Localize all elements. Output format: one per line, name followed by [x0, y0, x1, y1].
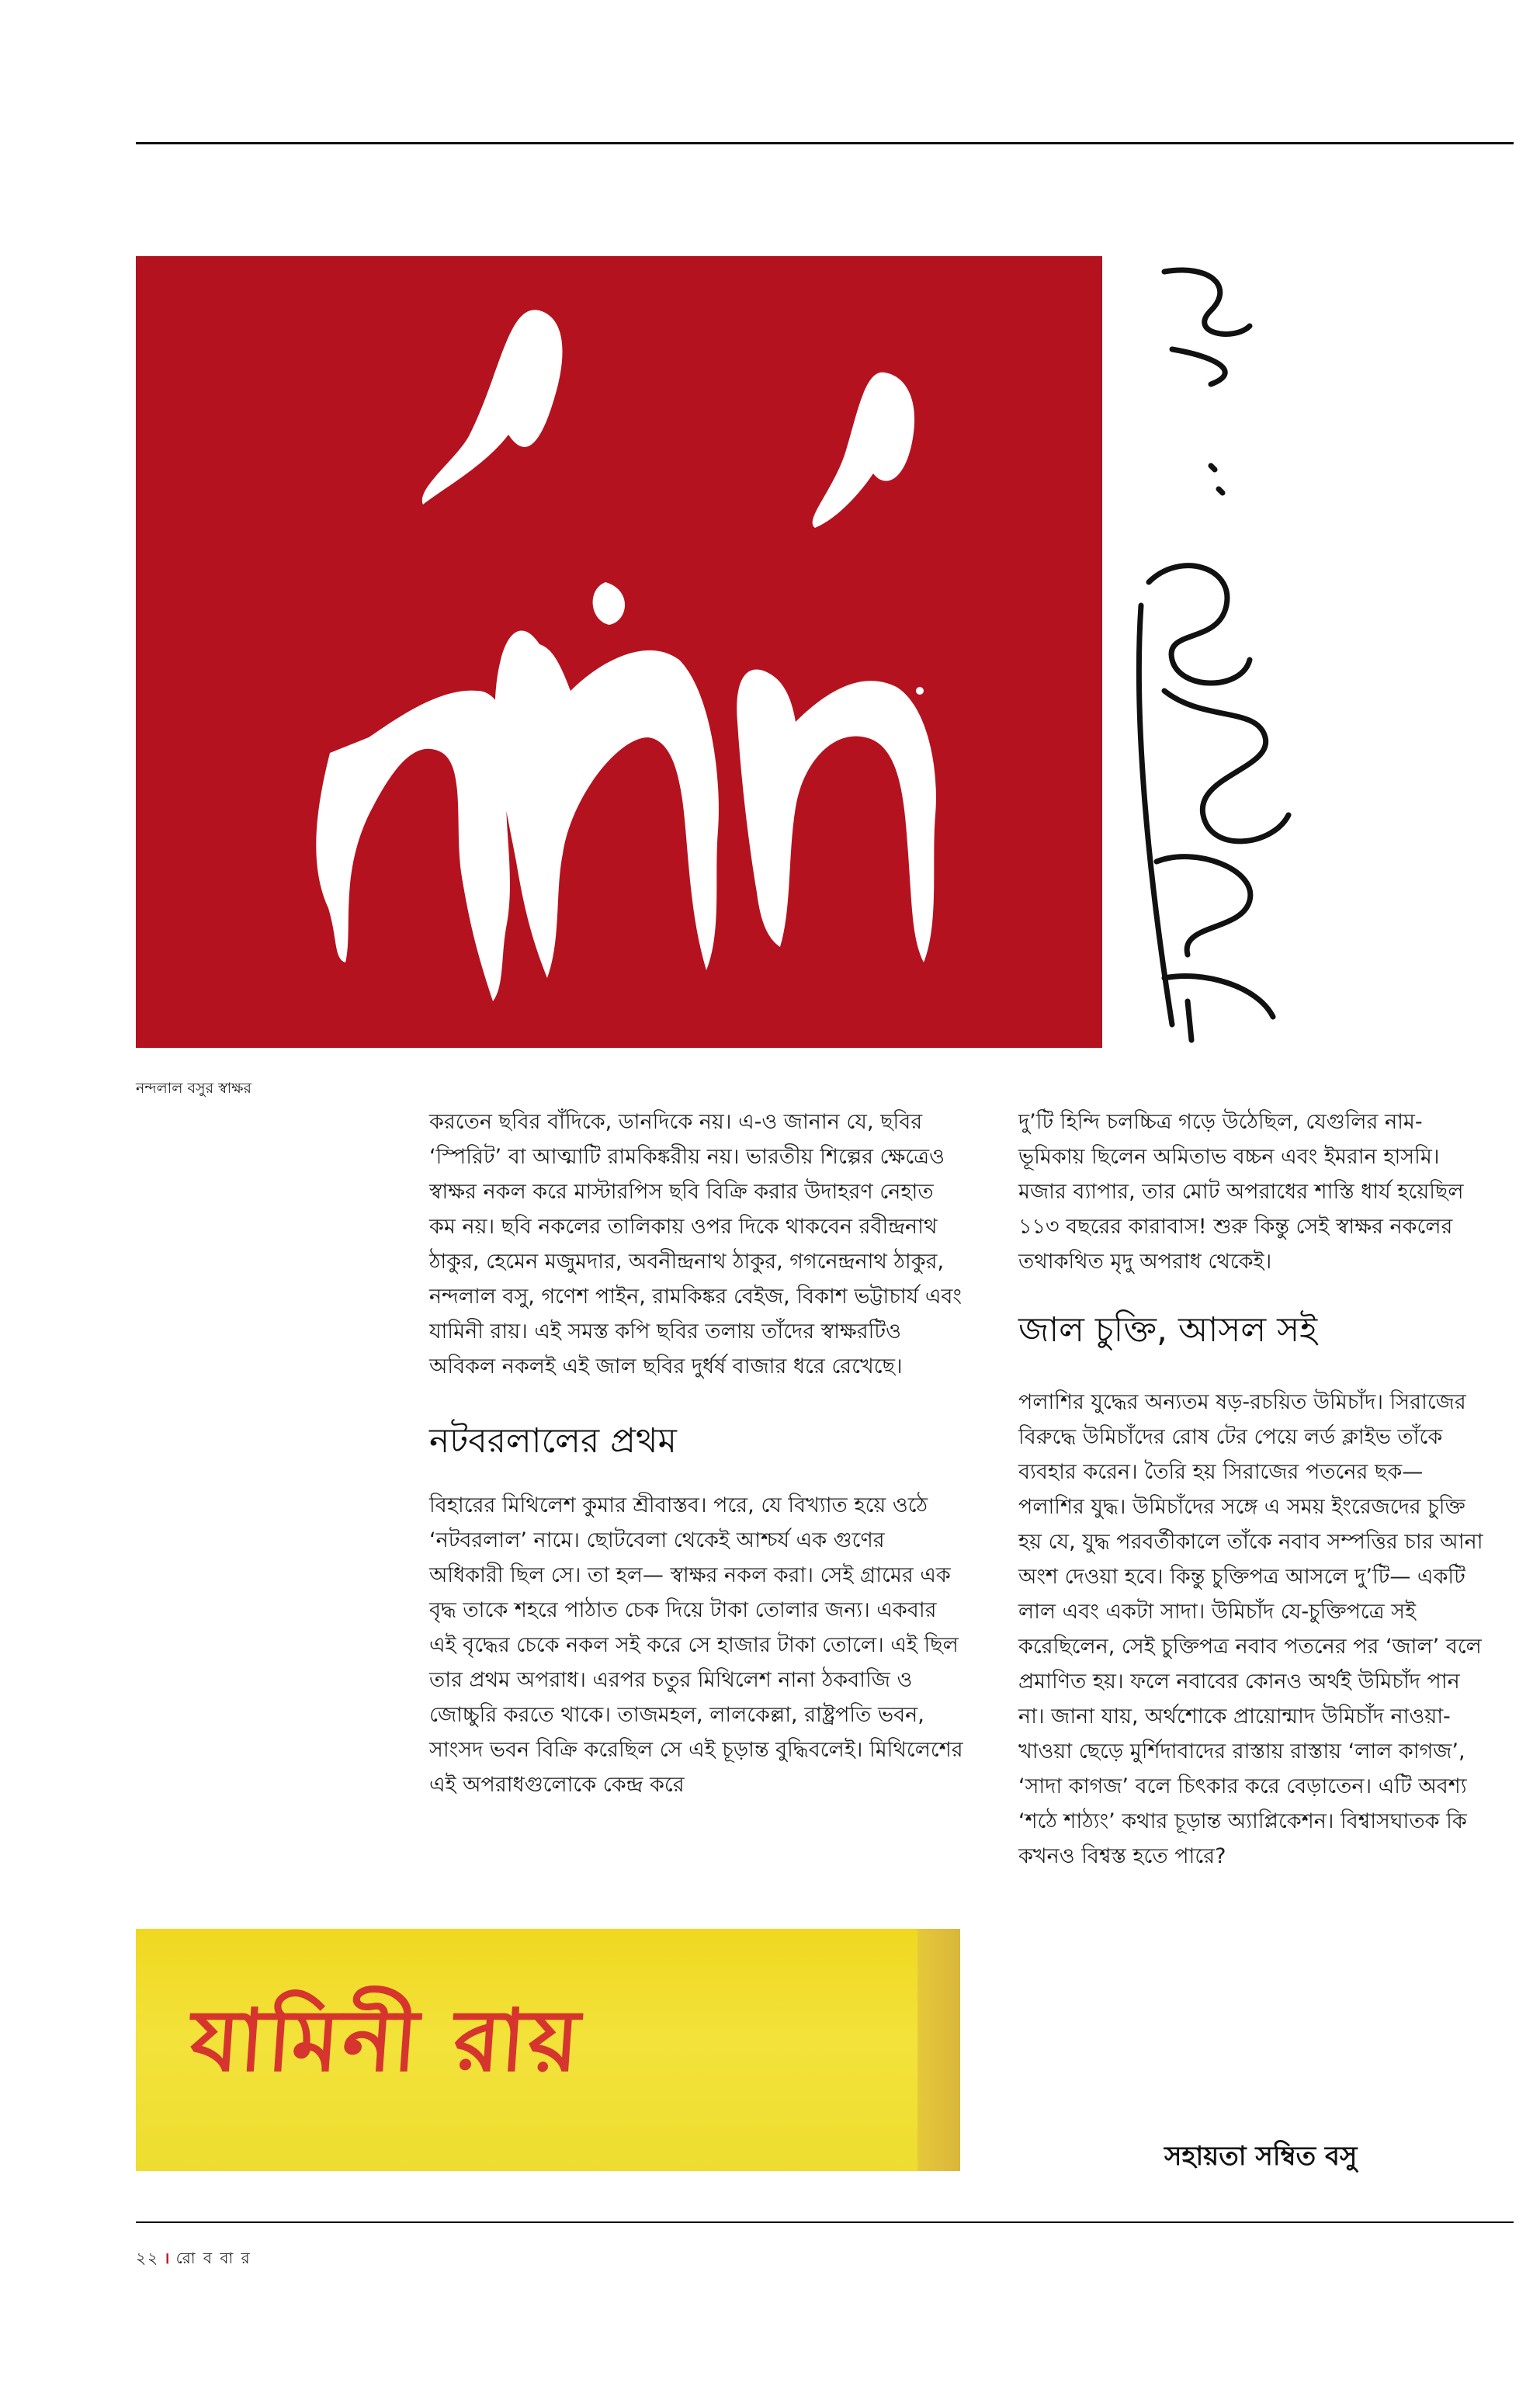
top-rule: [136, 142, 1514, 144]
page-footer: [136, 2247, 251, 2273]
article-column-1: [429, 1105, 965, 1802]
article-column-2: [1018, 1105, 1484, 1874]
column-2-intro-paragraph: দু’টি হিন্দি চলচ্চিত্র গড়ে উঠেছিল, যেগুলির নাম-ভূমিকায় ছিলেন অমিতাভ বচ্চন এবং ইমরান হাসমি। মজার ব্যাপার, তার মোট অপরাধের শাস্তি ধার্য হয়েছিল ১১৩ বছরের কারাবাস! শুরু কিন্তু সেই স্বাক্ষর নকলের তথাকথিত মৃদু অপরাধ থেকেই।: [1018, 1110, 1464, 1274]
heading-fake-contract: জাল চুক্তি, আসল সই: [1018, 1310, 1318, 1350]
brush-signature-graphic: [136, 256, 1102, 1048]
page-number: ২২: [136, 2249, 160, 2267]
bottom-rule: [136, 2221, 1514, 2223]
signature-artwork-red: [136, 256, 1102, 1048]
signature-artwork-yellow: [136, 1929, 960, 2171]
yellow-signature-text: যামিনী রায়: [187, 1990, 586, 2090]
footer-separator: ।: [164, 2249, 172, 2267]
handwritten-signature-vertical: [1118, 256, 1343, 1056]
column-2-body-paragraph: পলাশির যুদ্ধের অন্যতম ষড়-রচয়িত উমিচাঁদ। সিরাজের বিরুদ্ধে উমিচাঁদের রোষ টের পেয়ে লর্ড ক্লাইভ তাঁকে ব্যবহার করেন। তৈরি হয় সিরাজের পতনের ছক— পলাশির যুদ্ধ। উমিচাঁদের সঙ্গে এ সময় ইংরেজদের চুক্তি হয় যে, যুদ্ধ পরবর্তীকালে তাঁকে নবাব সম্পত্তির চার আনা অংশ দেওয়া হবে। কিন্তু চুক্তিপত্র আসলে দু’টি— একটি লাল এবং একটা সাদা। উমিচাঁদ যে-চুক্তিপত্রে সই করেছিলেন, সেই চুক্তিপত্র নবাব পতনের পর ‘জাল’ বলে প্রমাণিত হয়। ফলে নবাবের কোনও অর্থই উমিচাঁদ পান না। জানা যায়, অর্থশোকে প্রায়োন্মাদ উমিচাঁদ নাওয়া-খাওয়া ছেড়ে মুর্শিদাবাদের রাস্তায় রাস্তায় ‘লাল কাগজ’, ‘সাদা কাগজ’ বলে চিৎকার করে বেড়াতেন। এটি অবশ্য ‘শঠে শাঠ্যং’ কথার চূড়ান্ত অ্যাপ্লিকেশন। বিশ্বাসঘাতক কি কখনও বিশ্বস্ত হতে পারে?: [1018, 1390, 1483, 1868]
magazine-name: রো ব বা র: [175, 2249, 251, 2267]
column-1-intro-paragraph: করতেন ছবির বাঁদিকে, ডানদিকে নয়। এ-ও জানান যে, ছবির ‘স্পিরিট’ বা আত্মাটি রামকিঙ্করীয় নয়। ভারতীয় শিল্পের ক্ষেত্রেও স্বাক্ষর নকল করে মাস্টারপিস ছবি বিক্রি করার উদাহরণ নেহাত কম নয়। ছবি নকলের তালিকায় ওপর দিকে থাকবেন রবীন্দ্রনাথ ঠাকুর, হেমেন মজুমদার, অবনীন্দ্রনাথ ঠাকুর, গগনেন্দ্রনাথ ঠাকুর, নন্দলাল বসু, গণেশ পাইন, রামকিঙ্কর বেইজ, বিকাশ ভট্টাচার্য এবং যামিনী রায়। এই সমস্ত কপি ছবির তলায় তাঁদের স্বাক্ষরটিও অবিকল নকলই এই জাল ছবির দুর্ধর্ষ বাজার ধরে রেখেছে।: [429, 1110, 962, 1379]
column-1-body-paragraph: বিহারের মিথিলেশ কুমার শ্রীবাস্তব। পরে, যে বিখ্যাত হয়ে ওঠে ‘নটবরলাল’ নামে। ছোটবেলা থেকেই আশ্চর্য এক গুণের অধিকারী ছিল সে। তা হল— স্বাক্ষর নকল করা। সেই গ্রামের এক বৃদ্ধ তাকে শহরে পাঠাত চেক দিয়ে টাকা তোলার জন্য। একবার এই বৃদ্ধের চেকে নকল সই করে সে হাজার টাকা তোলে। এই ছিল তার প্রথম অপরাধ। এরপর চতুর মিথিলেশ নানা ঠকবাজি ও জোচ্চুরি করতে থাকে। তাজমহল, লালকেল্লা, রাষ্ট্রপতি ভবন, সাংসদ ভবন বিক্রি করেছিল সে এই চূড়ান্ত বুদ্ধিবলেই। মিথিলেশের এই অপরাধগুলোকে কেন্দ্র করে: [429, 1493, 963, 1797]
yellow-art-edge: [917, 1929, 960, 2171]
heading-natwarlal: নটবরলালের প্রথম: [429, 1421, 677, 1461]
image-caption: নন্দলাল বসুর স্বাক্ষর: [136, 1080, 251, 1097]
credit-line: সহায়তা সম্বিত বসু: [1164, 2141, 1358, 2172]
